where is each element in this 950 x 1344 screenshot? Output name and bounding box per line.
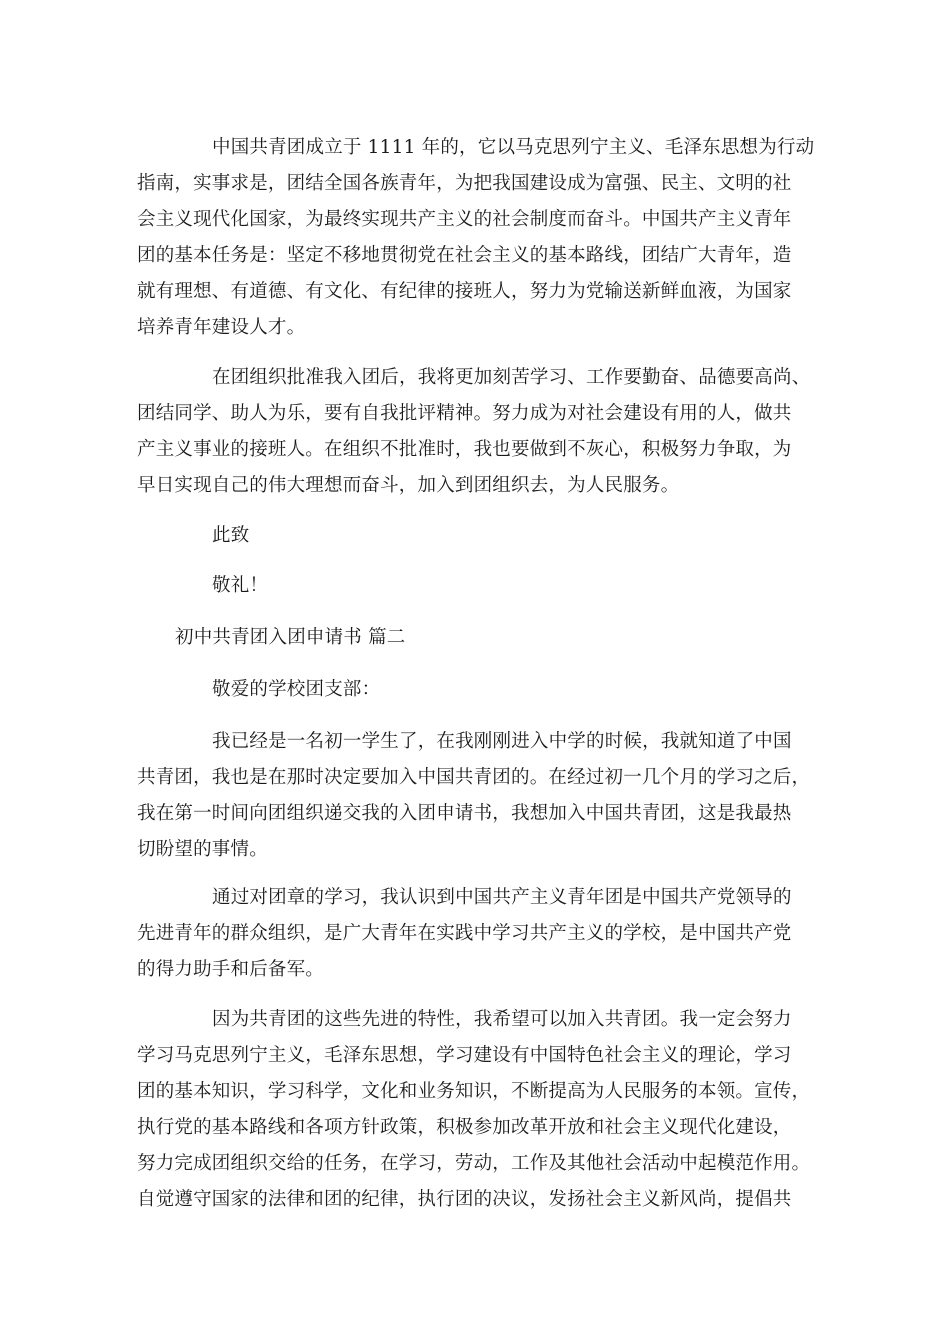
paragraph-4-line-3: 的得力助手和后备军。: [137, 959, 325, 980]
paragraph-2-line-4: 早日实现自己的伟大理想而奋斗，加入到团组织去，为人民服务。: [137, 475, 680, 496]
salutation: 敬爱的学校团支部：: [212, 679, 381, 700]
paragraph-1-line-3: 会主义现代化国家，为最终实现共产主义的社会制度而奋斗。中国共产主义青年: [137, 209, 792, 230]
paragraph-5-line-6: 自觉遵守国家的法律和团的纪律，执行团的决议，发扬社会主义新风尚，提倡共: [137, 1189, 792, 1210]
paragraph-1-line-5: 就有理想、有道德、有文化、有纪律的接班人，努力为党输送新鲜血液，为国家: [137, 281, 792, 302]
paragraph-5-line-1: 因为共青团的这些先进的特性，我希望可以加入共青团。我一定会努力: [212, 1009, 792, 1030]
paragraph-3-line-2: 共青团，我也是在那时决定要加入中国共青团的。在经过初一几个月的学习之后，: [137, 767, 811, 788]
closing-cizhi: 此致: [212, 525, 250, 546]
paragraph-5-line-4: 执行党的基本路线和各项方针政策，积极参加改革开放和社会主义现代化建设，: [137, 1117, 792, 1138]
paragraph-5-line-3: 团的基本知识，学习科学，文化和业务知识，不断提高为人民服务的本领。宣传，: [137, 1081, 811, 1102]
paragraph-1-line-2: 指南，实事求是，团结全国各族青年，为把我国建设成为富强、民主、文明的社: [137, 173, 792, 194]
paragraph-2-line-2: 团结同学、助人为乐，要有自我批评精神。努力成为对社会建设有用的人，做共: [137, 403, 792, 424]
paragraph-1-line-6: 培养青年建设人才。: [137, 317, 306, 338]
paragraph-4-line-1: 通过对团章的学习，我认识到中国共产主义青年团是中国共产党领导的: [212, 887, 792, 908]
section-heading: 初中共青团入团申请书 篇二: [175, 627, 406, 648]
closing-jingli: 敬礼！: [212, 575, 269, 596]
paragraph-3-line-3: 我在第一时间向团组织递交我的入团申请书，我想加入中国共青团，这是我最热: [137, 803, 792, 824]
paragraph-1-line-1: 中国共青团成立于 1111 年的，它以马克思列宁主义、毛泽东思想为行动: [212, 137, 815, 158]
paragraph-3-line-4: 切盼望的事情。: [137, 839, 268, 860]
paragraph-1-line-4: 团的基本任务是：坚定不移地贯彻党在社会主义的基本路线，团结广大青年，造: [137, 245, 792, 266]
paragraph-5-line-5: 努力完成团组织交给的任务，在学习，劳动，工作及其他社会活动中起模范作用。: [137, 1153, 811, 1174]
paragraph-3-line-1: 我已经是一名初一学生了，在我刚刚进入中学的时候，我就知道了中国: [212, 731, 792, 752]
paragraph-4-line-2: 先进青年的群众组织，是广大青年在实践中学习共产主义的学校，是中国共产党: [137, 923, 792, 944]
paragraph-2-line-1: 在团组织批准我入团后，我将更加刻苦学习、工作要勤奋、品德要高尚、: [212, 367, 811, 388]
paragraph-5-line-2: 学习马克思列宁主义，毛泽东思想，学习建设有中国特色社会主义的理论，学习: [137, 1045, 792, 1066]
paragraph-2-line-3: 产主义事业的接班人。在组织不批准时，我也要做到不灰心，积极努力争取，为: [137, 439, 792, 460]
